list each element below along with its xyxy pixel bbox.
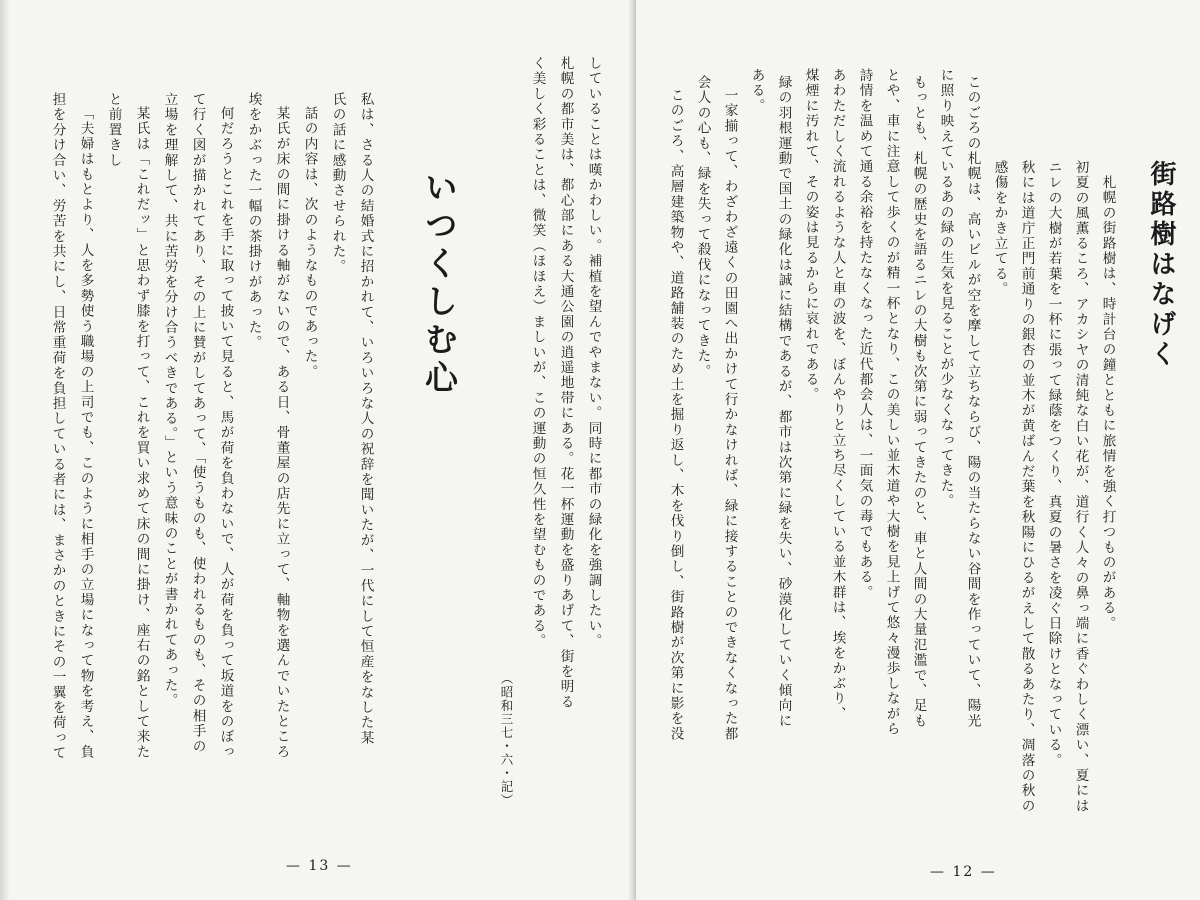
body-column: このごろの札幌は、高いビルが空を摩して立ちならび、陽の当たらない谷間を作っていて、陽光 xyxy=(964,75,981,729)
body-column: 札幌の街路樹は、時計台の鐘とともに旅情を強く打つものがある。 xyxy=(1099,175,1116,631)
body-column: もっとも、札幌の歴史を語るニレの大樹も次第に弱ってきたのと、車と人間の大量氾濫で、足も xyxy=(910,75,927,729)
page-edge-shadow xyxy=(0,0,10,900)
essay-title: いつくしむ心 xyxy=(420,170,459,398)
body-column: とや、車に注意して歩くのが精一杯となり、この美しい並木道や大樹を見上げて悠々漫歩しながら xyxy=(883,68,900,737)
body-column: 初夏の風薫るころ、アカシヤの清純な白い花が、道行く人々の鼻っ端に香ぐわしく漂い、夏には xyxy=(1072,160,1089,814)
essay-end-column: していることは嘆かわしい。補植を望んでやまない。同時に都市の緑化を強調したい。 xyxy=(585,56,602,649)
body-column: 某氏が床の間に掛ける軸がないので、ある日、骨董屋の店先に立って、軸物を選んでいたところ xyxy=(273,106,290,760)
body-column: 煤煙に汚れて、その姿は見るからに哀れである。 xyxy=(802,68,819,403)
body-column: このごろ、高層建築物や、道路舗装のため土を掘り返し、木を伐り倒し、街路樹が次第に影を没 xyxy=(667,88,684,742)
body-column: て行く図が描かれてあり、その上に賛がしてあって、「使うものも、使われるものも、その相手の xyxy=(189,92,206,754)
body-column: 担を分け合い、労苦を共にし、日常重荷を負担している者には、まさかのときにその一翼を荷って xyxy=(49,92,66,761)
essay-end-column: 札幌の都市美は、都心部にある大通公園の逍遥地帯にある。花一杯運動を盛りあげて、街を明る xyxy=(557,56,574,710)
body-column: 話の内容は、次のようなものであった。 xyxy=(301,106,318,380)
body-column: 立場を理解して、共に苦労を分け合うべきである。」という意味のことが書かれてあった。 xyxy=(161,92,178,709)
body-column: 某氏は「これだッ」と思わず膝を打って、これを買い求めて床の間に掛け、座右の銘として来た xyxy=(133,106,150,760)
body-column: 埃をかぶった一幅の茶掛けがあった。 xyxy=(245,92,262,351)
body-column: あわただしく流れるような人と車の波を、ぼんやりと立ち尽くしている並木群は、埃をかぶり、 xyxy=(829,68,846,722)
body-column: 感傷をかき立てる。 xyxy=(991,160,1008,297)
essay-end-date: （昭和三七・六・記） xyxy=(499,672,514,807)
body-column: 緑の羽根運動で国土の緑化は誠に結構であるが、都市は次第に緑を失い、砂漠化していく傾向に xyxy=(775,75,792,729)
body-column: 氏の話に感動させられた。 xyxy=(329,92,346,275)
body-column: に照り映えているあの緑の生気を見ることが少なくなってきた。 xyxy=(937,68,954,509)
body-column: ある。 xyxy=(748,68,765,114)
body-column: 一家揃って、わざわざ遠くの田園へ出かけて行かなければ、緑に接することのできなくなった都 xyxy=(721,88,738,742)
body-column: 「夫婦はもとより、人を多勢使う職場の上司でも、このように相手の立場になって物を考え、負 xyxy=(77,106,94,760)
body-column: 何だろうとこれを手に取って披いて見ると、馬が荷を負わないで、人が荷を負って坂道をのぼっ xyxy=(217,106,234,760)
page-number: — 12 — xyxy=(930,864,997,880)
page-number: — 13 — xyxy=(286,858,353,874)
essay-title: 街路樹はなげく xyxy=(1146,160,1176,370)
essay-end-column: く美しく彩ることは、微笑（ほほえ）ましいが、この運動の恒久性を望むものである。 xyxy=(529,56,546,649)
body-column: 会人の心も、緑を失って殺伐になってきた。 xyxy=(694,75,711,379)
body-column: 私は、さる人の結婚式に招かれて、いろいろな人の祝辞を聞いたが、一代にして恒産をなした某 xyxy=(357,92,374,746)
body-column: と前置きし xyxy=(105,92,122,168)
body-column: 秋には道庁正門前通りの銀杏の並木が黄ばんだ葉を秋陽にひるがえして散るあたり、凋落の秋の xyxy=(1018,160,1035,814)
body-column: ニレの大樹が若葉を一杯に張って緑蔭をつくり、真夏の暑さを凌ぐ日除けとなっている。 xyxy=(1045,160,1062,768)
right-page xyxy=(636,0,1200,900)
body-column: 詩情を温めて通る余裕を持たなくなった近代都会人は、一面気の毒でもある。 xyxy=(856,68,873,600)
